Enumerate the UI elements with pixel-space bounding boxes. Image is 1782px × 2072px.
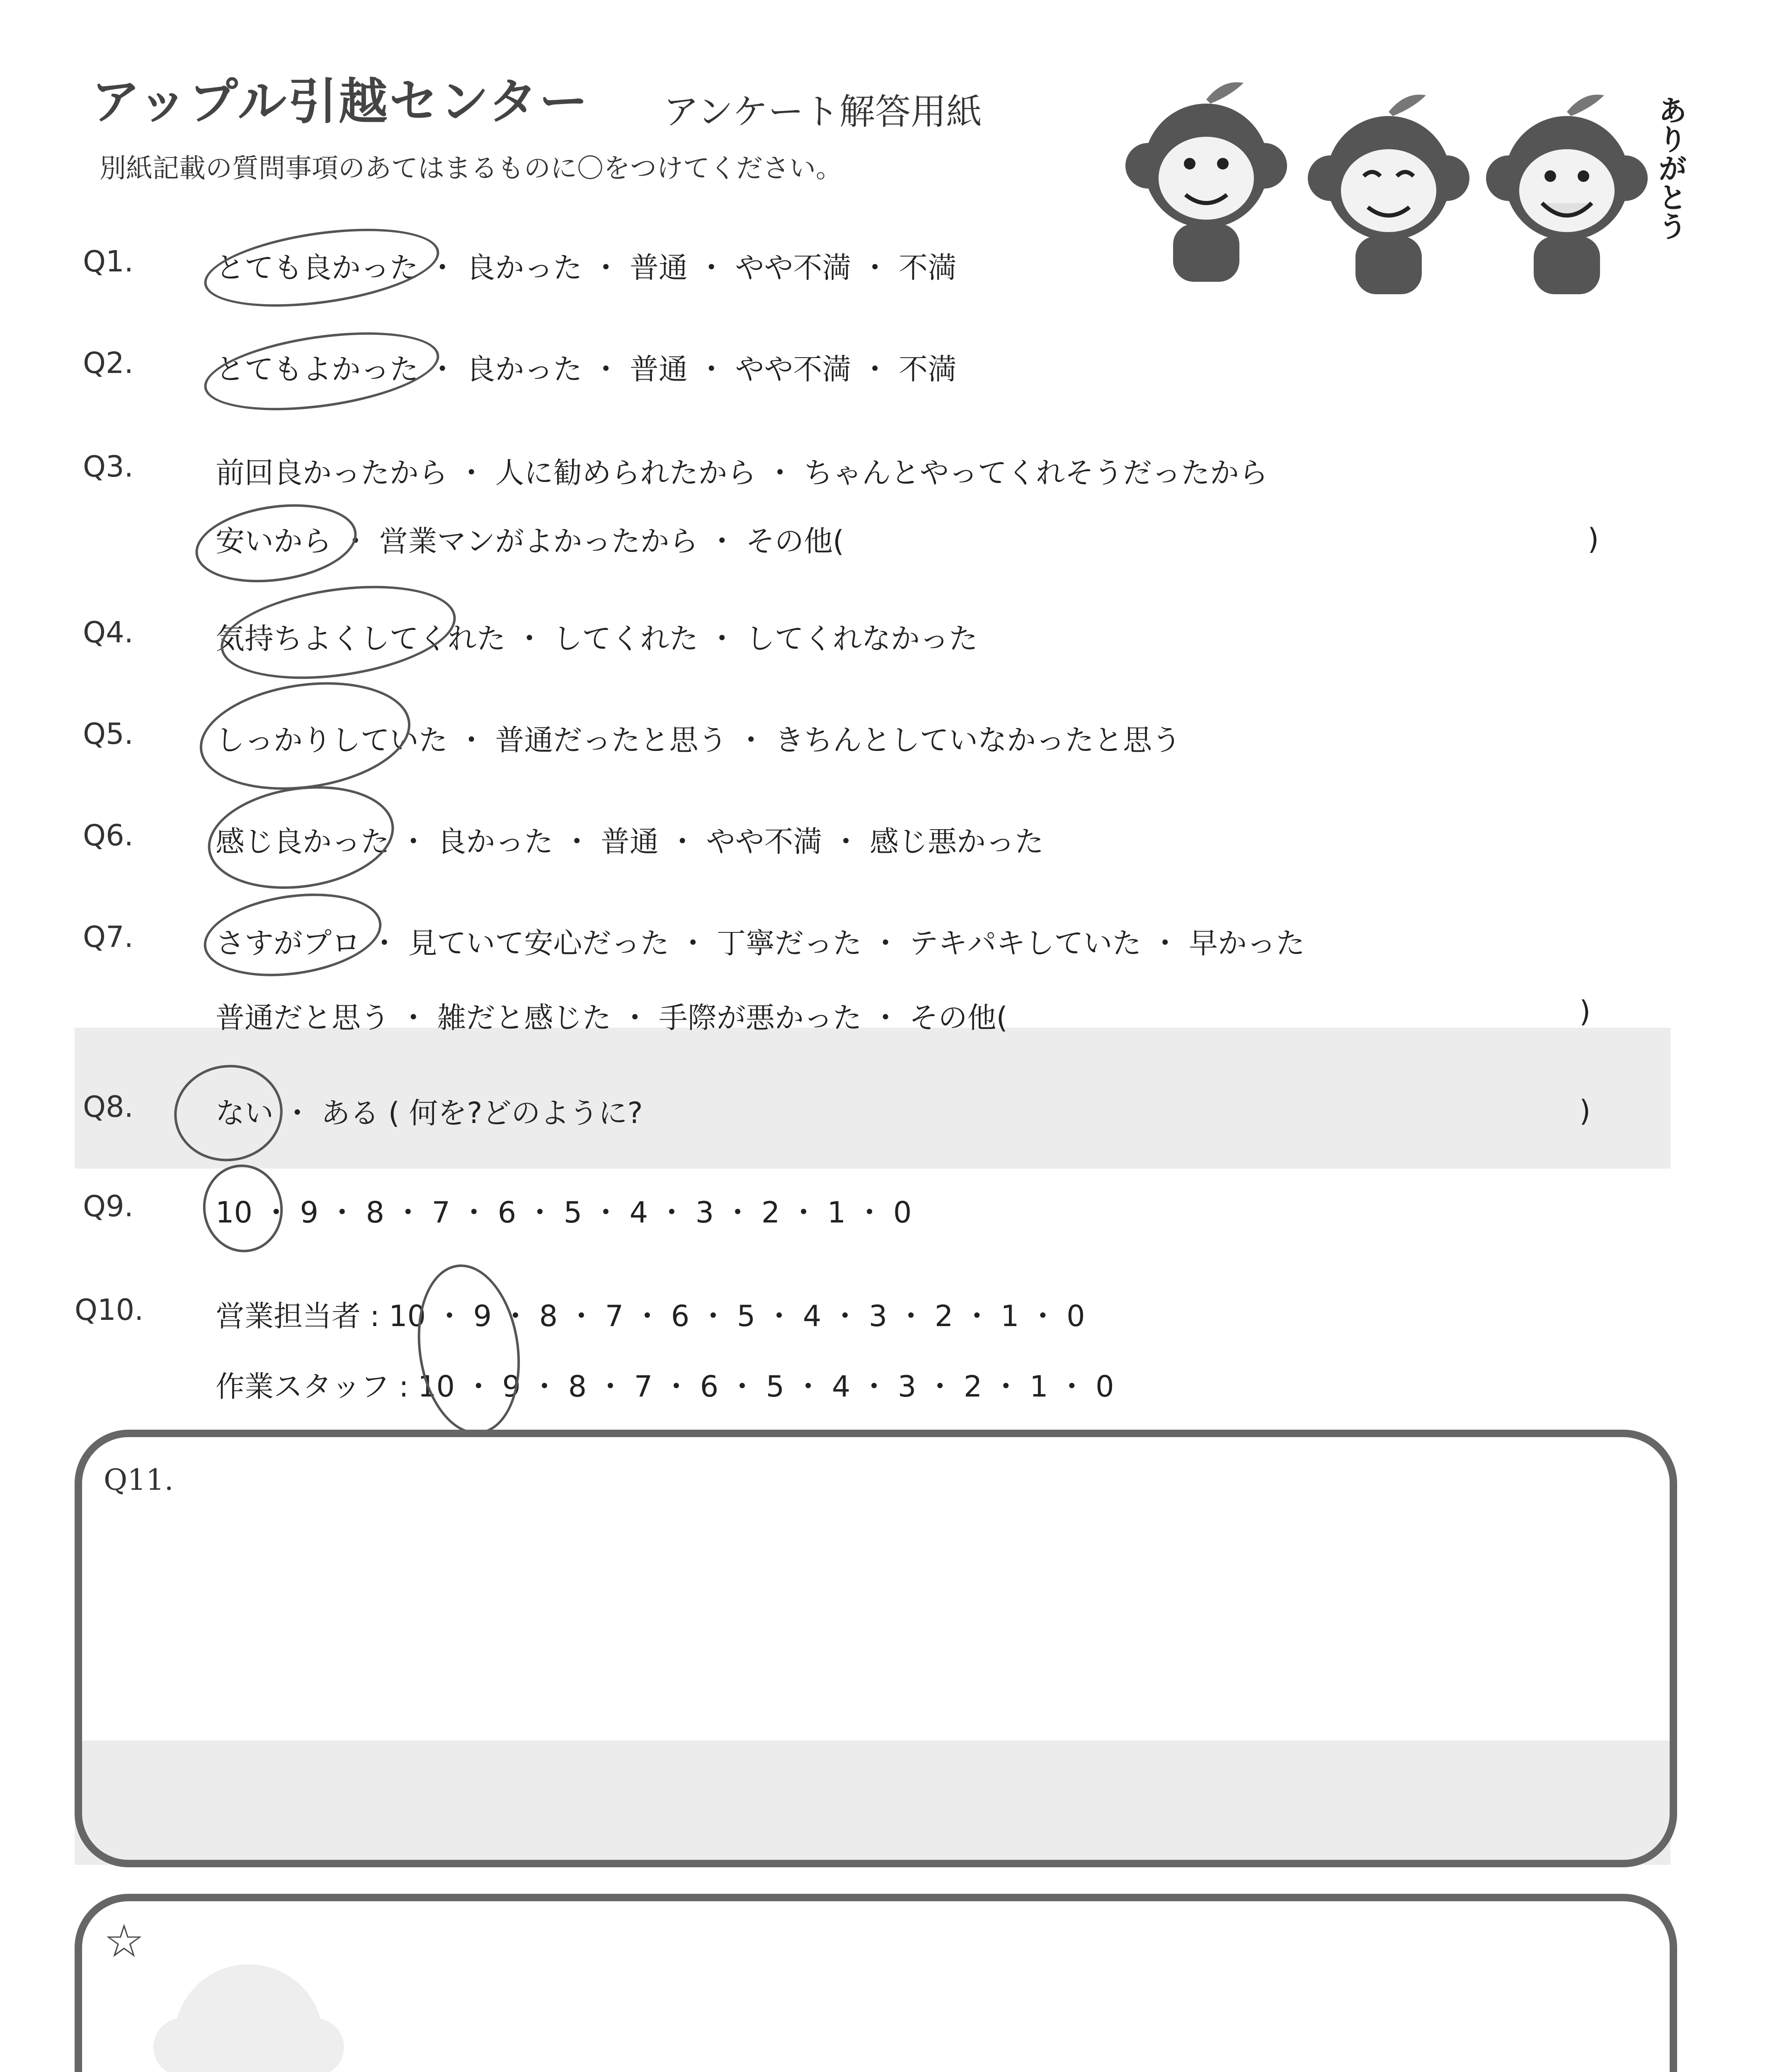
question-options[interactable]: しっかりしていた ・ 普通だったと思う ・ きちんとしていなかったと思う bbox=[216, 723, 1181, 757]
question-label: Q2. bbox=[83, 346, 133, 380]
mascot-ghost-icon bbox=[145, 1948, 352, 2072]
question-options-line2[interactable]: 普通だと思う ・ 雑だと感じた ・ 手際が悪かった ・ その他( bbox=[216, 1001, 1008, 1035]
question-label: Q7. bbox=[83, 920, 133, 954]
answer-circle bbox=[199, 883, 387, 987]
question-label: Q8. bbox=[83, 1090, 133, 1124]
close-paren: ) bbox=[1588, 522, 1599, 556]
star-icon: ☆ bbox=[104, 1915, 145, 1968]
question-options[interactable]: 気持ちよくしてくれた ・ してくれた ・ してくれなかった bbox=[216, 622, 978, 656]
answer-circle bbox=[199, 216, 444, 320]
question-options[interactable]: ない ・ ある ( 何を?どのように? bbox=[216, 1096, 643, 1130]
question-label: Q1. bbox=[83, 244, 133, 278]
question-options[interactable]: さすがプロ ・ 見ていて安心だった ・ 丁寧だった ・ テキパキしていた ・ 早かった bbox=[216, 926, 1305, 960]
answer-circle bbox=[199, 320, 444, 423]
question-label: Q5. bbox=[83, 717, 133, 751]
monkey-mascot-icon bbox=[1480, 87, 1654, 303]
question-options[interactable]: 感じ良かった ・ 良かった ・ 普通 ・ やや不満 ・ 感じ悪かった bbox=[216, 825, 1044, 859]
answer-circle bbox=[407, 1258, 531, 1441]
question-label: Q6. bbox=[83, 818, 133, 852]
question-label: Q10. bbox=[75, 1293, 144, 1327]
answer-circle bbox=[197, 1159, 289, 1258]
question-options-line2[interactable]: 安いから ・ 営業マンがよかったから ・ その他( bbox=[216, 524, 844, 558]
close-paren: ) bbox=[1579, 995, 1591, 1029]
question-options[interactable]: 前回良かったから ・ 人に勧められたから ・ ちゃんとやってくれそうだったから bbox=[216, 456, 1268, 490]
close-paren: ) bbox=[1579, 1094, 1591, 1128]
question-options[interactable]: 10 ・ 9 ・ 8 ・ 7 ・ 6 ・ 5 ・ 4 ・ 3 ・ 2 ・ 1 ・ 0 bbox=[216, 1196, 912, 1230]
page-subtitle: アンケート解答用紙 bbox=[663, 91, 982, 133]
page-title: アップル引越センター bbox=[91, 73, 590, 130]
question-label: Q11. bbox=[104, 1463, 174, 1497]
answer-circle bbox=[190, 495, 362, 592]
question-options[interactable]: とてもよかった ・ 良かった ・ 普通 ・ やや不満 ・ 不満 bbox=[216, 352, 957, 386]
answer-circle bbox=[201, 775, 400, 900]
question-options[interactable]: 営業担当者 : 10 ・ 9 ・ 8 ・ 7 ・ 6 ・ 5 ・ 4 ・ 3 ・ 2 ・ 1 ・ 0 bbox=[216, 1299, 1085, 1333]
instruction-text: 別紙記載の質問事項のあてはまるものに〇をつけてください。 bbox=[99, 153, 842, 184]
monkey-mascot-icon bbox=[1119, 75, 1293, 290]
question-options[interactable]: とても良かった ・ 良かった ・ 普通 ・ やや不満 ・ 不満 bbox=[216, 251, 957, 285]
question-label: Q4. bbox=[83, 615, 133, 649]
answer-circle bbox=[193, 670, 417, 803]
question-label: Q9. bbox=[83, 1189, 133, 1223]
question-options-line2[interactable]: 作業スタッフ : 10 ・ 9 ・ 8 ・ 7 ・ 6 ・ 5 ・ 4 ・ 3 ・ 2 ・ 1 ・ 0 bbox=[216, 1370, 1114, 1404]
answer-circle bbox=[215, 572, 462, 692]
question-label: Q3. bbox=[83, 450, 133, 484]
thanks-text: ありがとう bbox=[1654, 95, 1687, 240]
monkey-mascot-icon bbox=[1302, 87, 1476, 303]
q11-answer-box[interactable] bbox=[75, 1430, 1677, 1867]
